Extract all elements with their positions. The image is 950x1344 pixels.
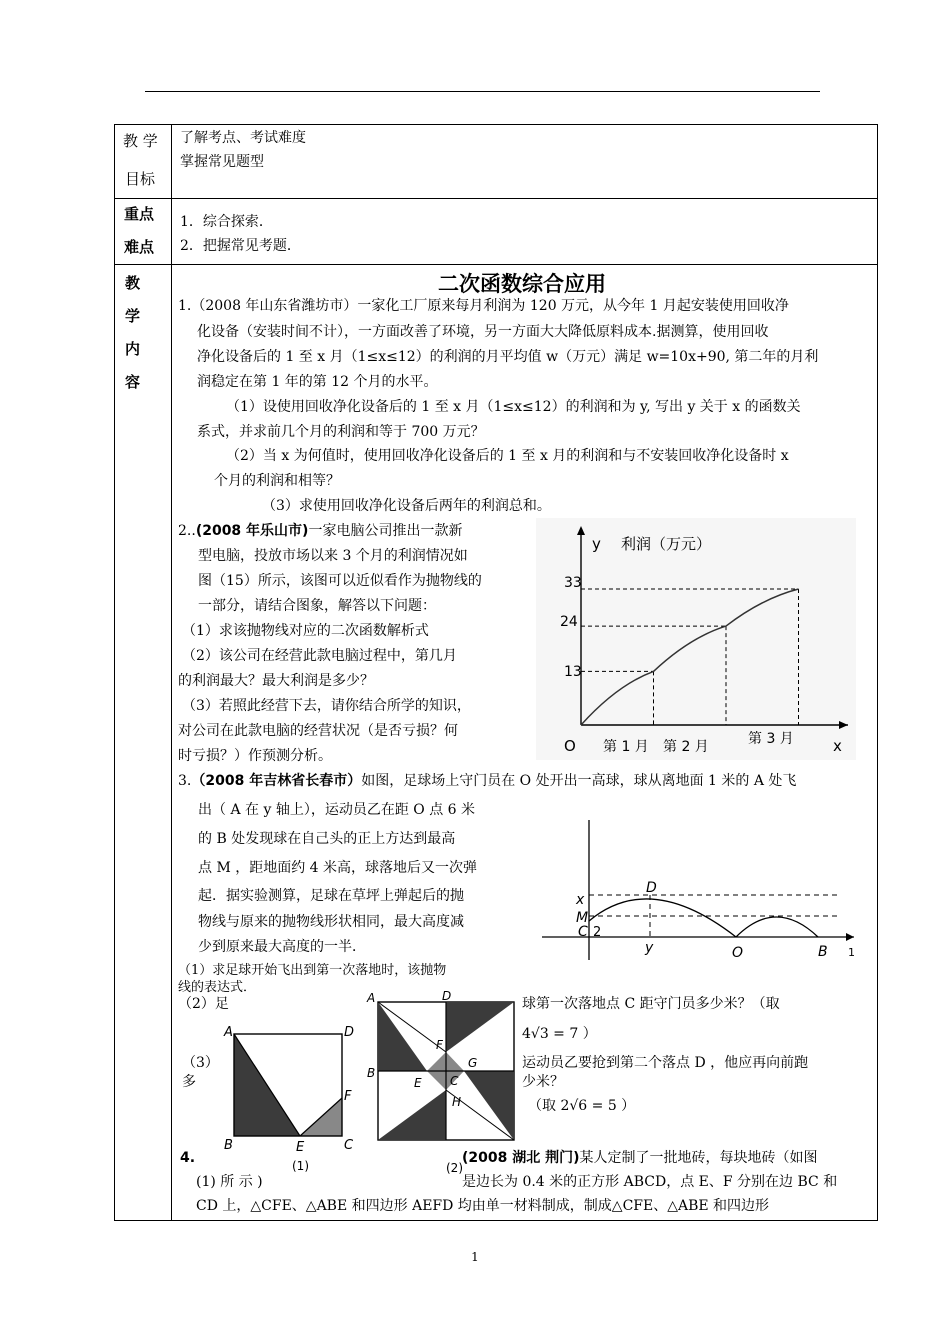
chart-y-label: y xyxy=(592,535,601,553)
q2-line-5: （1）求该抛物线对应的二次函数解析式 xyxy=(182,623,429,639)
q3-graph-o-label: O xyxy=(732,945,744,961)
goals-label-1: 教 学 xyxy=(123,132,158,150)
chart-x-label: x xyxy=(833,737,842,755)
fig1-label-a: A xyxy=(224,1025,233,1040)
q2-line-8: （3）若照此经营下去，请你结合所学的知识， xyxy=(182,698,471,714)
fig2-label-h: H xyxy=(452,1095,462,1109)
keypoints-label-1: 重点 xyxy=(124,205,155,223)
q3-line-4: 点 M ，距地面约 4 米高，球落地后又一次弹 xyxy=(198,860,478,876)
profit-chart xyxy=(536,518,856,760)
q2-source: (2008 年乐山市) xyxy=(195,523,309,539)
q3-line-13: （3） xyxy=(182,1055,219,1071)
keypoints-label-2: 难点 xyxy=(124,238,155,256)
q3-graph-x-label: x xyxy=(576,892,585,908)
q3-line-6: 物线与原来的抛物线形状相同，最大高度减 xyxy=(198,914,464,930)
chart-origin-label: O xyxy=(564,737,576,755)
q3-graph-m-label: M xyxy=(576,910,589,926)
q4-source: (2008 湖北 荆门) xyxy=(462,1150,580,1166)
chart-xtick-1: 第 1 月 xyxy=(603,739,649,755)
q4-line-3: 是边长为 0.4 米的正方形 ABCD，点 E、F 分别在边 BC 和 xyxy=(462,1174,838,1190)
fig1-label-d: D xyxy=(344,1025,355,1040)
fig2-label-d: D xyxy=(442,989,452,1003)
q3-text-1: 如图，足球场上守门员在 O 处开出一高球，球从离地面 1 米的 A 处飞 xyxy=(361,773,797,789)
chart-tick-13: 13 xyxy=(564,664,582,680)
q3-head: 3. xyxy=(178,773,192,789)
chart-tick-33: 33 xyxy=(564,575,582,591)
q3-line-5: 起．据实验测算，足球在草坪上弹起后的抛 xyxy=(198,888,464,904)
keypoints-line-2: 2．把握常见考题． xyxy=(180,238,301,254)
q2-line-2: 型电脑，投放市场以来 3 个月的利润情况如 xyxy=(198,548,468,564)
q3-graph-d-label: D xyxy=(646,880,657,896)
q1-line-9: （3）求使用回收净化设备后两年的利润总和。 xyxy=(262,498,551,514)
q1-line-7: （2）当 x 为何值时，使用回收净化设备后的 1 至 x 月的利润和与不安装回收净化设备时 x xyxy=(226,448,789,464)
q2-line-7: 的利润最大？最大利润是多少？ xyxy=(178,673,374,689)
q3-line-16: 少米？ xyxy=(522,1074,564,1090)
q4-line-2: (1) 所 示 ) xyxy=(196,1174,263,1190)
keypoints-line-1: 1．综合探索． xyxy=(180,214,273,230)
fig2-label-f: F xyxy=(436,1038,443,1052)
content-label-char-2: 学 xyxy=(125,307,141,325)
q3-source: （2008 年吉林省长春市） xyxy=(191,773,362,789)
q3-graph-b-label: B xyxy=(818,944,828,960)
fig2-label-c: C xyxy=(450,1074,459,1088)
q3-line-7: 少到原来最大高度的一半． xyxy=(198,939,366,955)
q3-line-3: 的 B 处发现球在自己头的正上方达到最高 xyxy=(198,831,456,847)
chart-unit-label: 利润（万元） xyxy=(621,535,712,553)
fig1-label-b: B xyxy=(224,1138,233,1153)
content-label-char-4: 容 xyxy=(125,373,141,391)
q3-graph-1-label: 1 xyxy=(848,946,855,959)
q3-graph-y-label: y xyxy=(645,940,654,956)
q1-line-6: 系式，并求前几个月的利润和等于 700 万元？ xyxy=(197,424,485,440)
q1-line-8: 个月的利润和相等？ xyxy=(214,473,340,489)
q1-line-4: 润稳定在第 1 年的第 12 个月的水平。 xyxy=(197,374,438,390)
fig1-label-c: C xyxy=(344,1138,354,1153)
content-label-char-3: 内 xyxy=(125,340,141,358)
q2-line-4: 一部分，请结合图象，解答以下问题： xyxy=(198,598,436,614)
q2-line-10: 时亏损？）作预测分析。 xyxy=(178,748,332,764)
fig2-label-b: B xyxy=(367,1066,376,1080)
fig1-caption: (1) xyxy=(292,1159,309,1173)
page-title: 二次函数综合应用 xyxy=(438,272,606,296)
q3-line-17: （取 2√6 = 5 ） xyxy=(528,1098,636,1114)
fig2-label-a: A xyxy=(367,991,376,1005)
q4-text-1: 某人定制了一批地砖，每块地砖（如图 xyxy=(579,1150,818,1166)
q3-line-2: 出（ A 在 y 轴上），运动员乙在距 O 点 6 米 xyxy=(198,802,476,818)
header-rule xyxy=(145,91,820,92)
q2-line-9: 对公司在此款电脑的经营状况（是否亏损？何 xyxy=(178,723,458,739)
q3-graph-2-label: 2 xyxy=(593,925,602,940)
goals-line-1: 了解考点、考试难度 xyxy=(180,130,306,146)
q3-line-10: （2）足 xyxy=(178,996,229,1012)
page-number: 1 xyxy=(471,1250,479,1264)
q2-head: 2.. xyxy=(178,523,196,539)
q1-line-3: 净化设备后的 1 至 x 月（1≤x≤12）的利润的月平均值 w（万元）满足 w=10x+90, 第二年的月利 xyxy=(197,349,819,365)
q3-line-11: 球第一次落地点 C 距守门员多少米？（取 xyxy=(522,996,780,1012)
q4-line-4: CD 上，△CFE、△ABE 和四边形 AEFD 均由单一材料制成，制成△CFE、△ABE 和四边形 xyxy=(196,1198,770,1214)
q1-line-5: （1）设使用回收净化设备后的 1 至 x 月（1≤x≤12）的利润和为 y, 写出 y 关于 x 的函数关 xyxy=(226,399,801,415)
q3-line-9: 线的表达式． xyxy=(178,980,257,995)
content-label-char-1: 教 xyxy=(125,274,141,292)
q3-line-14: 运动员乙要抢到第二个落点 D ，他应再向前跑 xyxy=(522,1055,809,1071)
tile-figure-1 xyxy=(220,1020,360,1175)
q3-line-12: 4√3 = 7 ） xyxy=(522,1026,597,1042)
goals-label-2: 目标 xyxy=(125,170,156,188)
q4-number: 4. xyxy=(180,1150,196,1166)
chart-xtick-2: 第 2 月 xyxy=(663,739,709,755)
q3-line-1 xyxy=(178,771,796,791)
q3-trajectory-graph xyxy=(538,812,858,962)
q3-line-8: （1）求足球开始飞出到第一次落地时，该抛物 xyxy=(178,963,447,978)
fig1-label-f: F xyxy=(344,1089,352,1104)
q2-text-1: 一家电脑公司推出一款新 xyxy=(308,523,463,539)
q4-line-1 xyxy=(462,1148,818,1168)
fig2-label-g: G xyxy=(468,1056,478,1070)
goals-line-2: 掌握常见题型 xyxy=(180,154,264,170)
fig1-label-e: E xyxy=(296,1140,305,1155)
fig2-label-e: E xyxy=(414,1076,422,1090)
q2-line-6: （2）该公司在经营此款电脑过程中，第几月 xyxy=(182,648,457,664)
content-label-cell xyxy=(114,264,172,1221)
q1-line-1: 1.（2008 年山东省潍坊市）一家化工厂原来每月利润为 120 万元，从今年 1 月起安装使用回收净 xyxy=(178,298,789,314)
q3-graph-c-label: C xyxy=(578,924,588,940)
q2-line-3: 图（15）所示，该图可以近似看作为抛物线的 xyxy=(198,573,482,589)
chart-xtick-3: 第 3 月 xyxy=(748,731,794,747)
chart-tick-24: 24 xyxy=(560,614,578,630)
q1-line-2: 化设备（安装时间不计），一方面改善了环境，另一方面大大降低原料成本.据测算，使用回收 xyxy=(197,324,769,340)
fig2-caption: (2) xyxy=(446,1161,463,1175)
q2-line-1 xyxy=(178,521,462,541)
q3-line-15: 多 xyxy=(182,1074,196,1090)
